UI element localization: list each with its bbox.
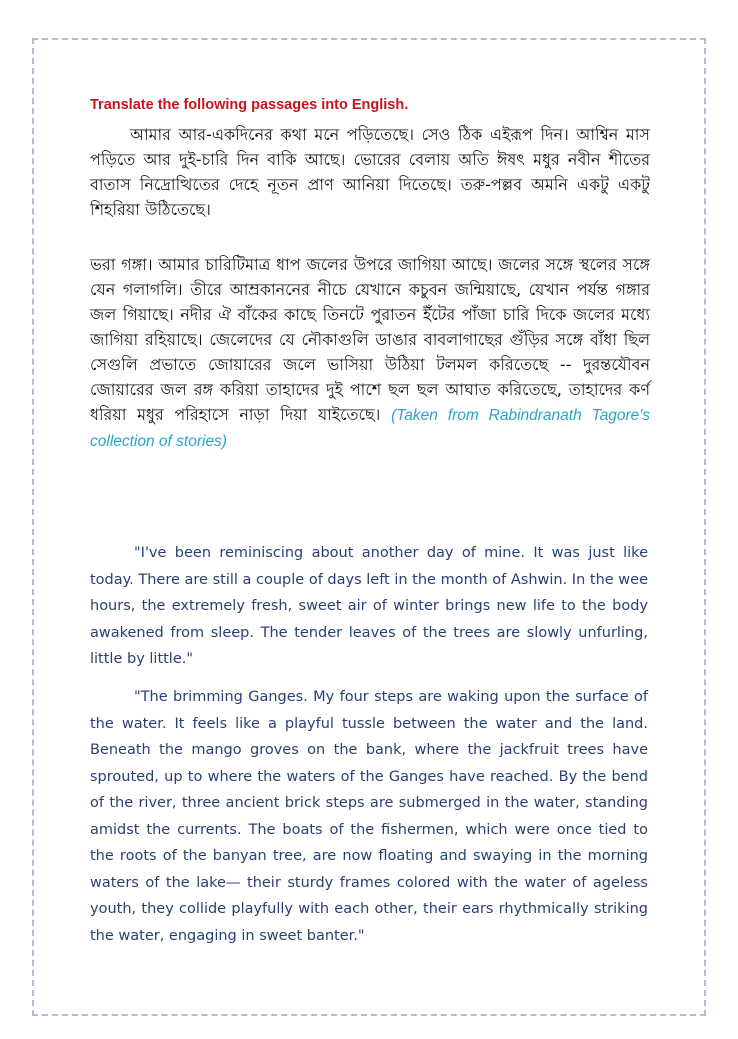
bengali-paragraph-2-text: ভরা গঙ্গা। আমার চারিটিমাত্র ধাপ জলের উপরে জাগিয়া আছে। জলের সঙ্গে স্থলের সঙ্গে যেন গলাগলি। তীরে আম্রকাননের নীচে যেখানে কচুবন জন্মিয়াছে, যেখান পর্যন্ত গঙ্গার জল গিয়াছে। নদীর ঐ বাঁকের কাছে তিনটে পুরাতন ইঁটের পাঁজা চারি দিকে জলের মধ্যে জাগিয়া রহিয়াছে। জেলেদের যে নৌকাগুলি ডাঙার বাবলাগাছের গুঁড়ির সঙ্গে বাঁধা ছিল সেগুলি প্রভাতে জোয়ারের জলে ভাসিয়া উঠিয়া টলমল করিতেছে -- দুরন্তযৌবন জোয়ারের জল রঙ্গ করিয়া তাহাদের দুই পাশে ছল ছল আঘাত করিতেছে, তাহাদের কর্ণ ধরিয়া মধুর পরিহাসে নাড়া দিয়া যাইতেছে। [90, 255, 650, 424]
bengali-paragraph-2 [90, 252, 650, 454]
bengali-paragraph-1: আমার আর-একদিনের কথা মনে পড়িতেছে। সেও ঠিক এইরূপ দিন। আশ্বিন মাস পড়িতে আর দুই-চারি দিন বাকি আছে। ভোরের বেলায় অতি ঈষৎ মধুর নবীন শীতের বাতাস নিদ্রোত্থিতের দেহে নূতন প্রাণ আনিয়া দিতেছে। তরু-পল্লব অমনি একটু একটু শিহরিয়া উঠিতেছে। [90, 125, 650, 219]
source-citation: (Taken from Rabindranath Tagore's collection of stories) [90, 407, 650, 450]
translation-paragraph-2: "The brimming Ganges. My four steps are waking upon the surface of the water. It feels like a playful tussle between the water and the land. Beneath the mango groves on the bank, where the jackfruit trees have sprouted, up to where the waters of the Ganges have reached. By the bend of the river, three ancient brick steps are submerged in the water, standing amidst the currents. The boats of the fishermen, which were once tied to the roots of the banyan tree, are now floating and swaying in the morning waters of the lake— their sturdy frames colored with the water of ageless youth, they collide playfully with each other, their ears rhythmically striking the water, engaging in sweet banter." [90, 689, 648, 944]
translation-paragraph-1: "I've been reminiscing about another day of mine. It was just like today. There are still a couple of days left in the month of Ashwin. In the wee hours, the extremely fresh, sweet air of winter brings new life to the body awakened from sleep. The tender leaves of the trees are slowly unfurling, little by little." [90, 545, 648, 667]
instruction-heading: Translate the following passages into English. [90, 97, 409, 113]
